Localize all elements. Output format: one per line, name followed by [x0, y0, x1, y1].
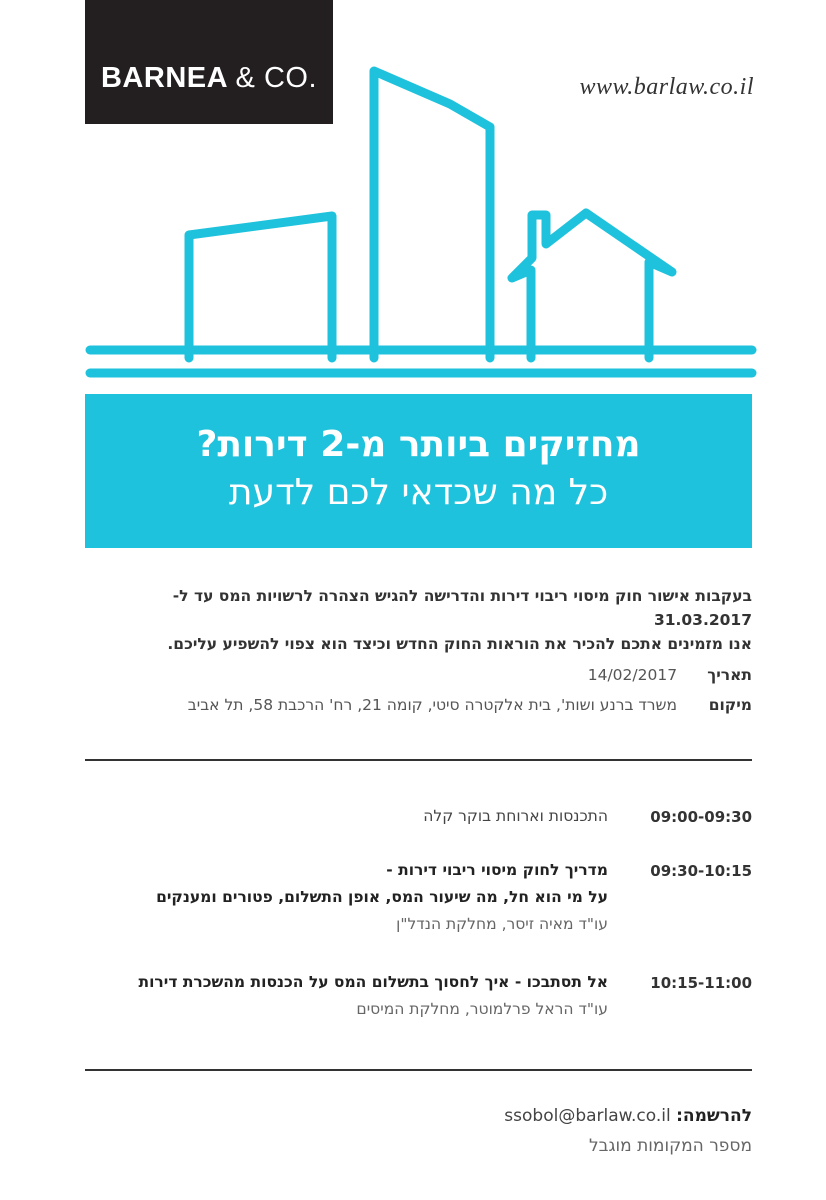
schedule-item-3-title: אל תסתבכו - איך לחסוך בתשלום המס על הכנסות מהשכרת דירות: [138, 973, 608, 991]
intro-line-2: אנו מזמינים אתכם להכיר את הוראות החוק החדש וכיצד הוא צפוי להשפיע עליכם.: [167, 635, 752, 653]
schedule-item-2-desc: על מי הוא חל, מה שיעור המס, אופן התשלום, פטורים ומענקים: [156, 888, 608, 906]
website-link[interactable]: www.barlaw.co.il: [579, 74, 754, 100]
registration-label: להרשמה:: [676, 1106, 752, 1126]
schedule-time-2: 09:30-10:15: [650, 862, 752, 880]
schedule-item-2-title: מדריך לחוק מיסוי ריבוי דירות -: [386, 861, 608, 879]
intro-line-1: בעקבות אישור חוק מיסוי ריבוי דירות והדרישה להגיש הצהרה לרשויות המס עד ל- 31.03.2017: [172, 587, 752, 629]
location-row: [188, 696, 752, 714]
registration-row: [504, 1106, 752, 1126]
registration-email[interactable]: ssobol@barlaw.co.il: [504, 1106, 671, 1126]
schedule-item-2: [156, 857, 608, 938]
date-row: [588, 666, 752, 684]
low-building-outline: [189, 216, 332, 358]
house-outline: [512, 213, 672, 358]
registration-note: מספר המקומות מוגבל: [589, 1136, 752, 1156]
location-label: מיקום: [708, 696, 752, 714]
intro-paragraph: [85, 584, 752, 656]
schedule-time-1: 09:00-09:30: [650, 808, 752, 826]
date-label: תאריך: [707, 666, 752, 684]
schedule-item-1: [423, 803, 608, 830]
schedule-time-3: 10:15-11:00: [650, 974, 752, 992]
headline-title: מחזיקים ביותר מ-2 דירות?: [196, 424, 641, 465]
schedule-item-3-speaker: עו"ד הראל פרלמוטר, מחלקת המיסים: [356, 1000, 608, 1018]
tower-outline: [374, 71, 490, 358]
location-value: משרד ברנע ושות', בית אלקטרה סיטי, קומה 21, רח' הרכבת 58, תל אביב: [187, 696, 678, 714]
schedule-item-1-title: התכנסות וארוחת בוקר קלה: [423, 807, 608, 825]
date-value: 14/02/2017: [587, 666, 678, 684]
headline-subtitle: כל מה שכדאי לכם לדעת: [228, 472, 609, 513]
schedule-item-2-speaker: עו"ד מאיה זיסר, מחלקת הנדל"ן: [396, 915, 608, 933]
headline-banner: [85, 394, 752, 548]
divider-bottom: [85, 1069, 752, 1071]
schedule-item-3: [139, 969, 608, 1023]
skyline-illustration: [0, 0, 826, 390]
brand-name: BARNEA & CO.: [100, 62, 317, 94]
divider-top: [85, 759, 752, 761]
